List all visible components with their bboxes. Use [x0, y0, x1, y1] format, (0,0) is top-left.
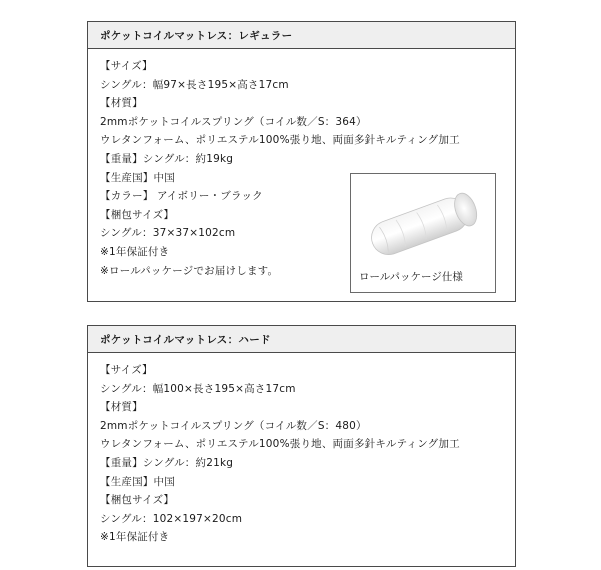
spec-line: ウレタンフォーム、ポリエステル100%張り地、両面多針キルティング加工 — [100, 438, 460, 451]
rolled-mattress-image — [351, 174, 495, 266]
roll-package-figure — [350, 173, 496, 293]
roll-package-caption: ロールパッケージ仕様 — [359, 271, 463, 283]
spec-line: 【梱包サイズ】 — [100, 208, 175, 221]
spec-line: 【サイズ】 — [100, 60, 153, 72]
spec-line: 【重量】シングル：約21kg — [100, 456, 234, 469]
spec-line: 【梱包サイズ】 — [100, 494, 175, 507]
spec-line: 【材質】 — [100, 97, 143, 110]
spec-line: ※1年保証付き — [100, 245, 170, 258]
spec-line: 【カラー】 アイボリー・ブラック — [100, 190, 263, 203]
spec-line: 2mmポケットコイルスプリング（コイル数／S：480） — [100, 419, 367, 432]
spec-line: シングル：37×37×102cm — [100, 227, 236, 240]
hard-panel-title: ポケットコイルマットレス：ハード — [88, 326, 515, 353]
regular-spec-panel — [87, 21, 516, 302]
spec-line: 【材質】 — [100, 401, 143, 414]
spec-line: シングル：幅100×長さ195×高さ17cm — [100, 382, 296, 395]
hard-spec-panel — [87, 325, 516, 567]
spec-line: ウレタンフォーム、ポリエステル100%張り地、両面多針キルティング加工 — [100, 134, 460, 147]
spec-line: ※ロールパッケージでお届けします。 — [100, 264, 279, 277]
spec-line: 【重量】シングル：約19kg — [100, 152, 234, 165]
spec-line: シングル：102×197×20cm — [100, 512, 243, 525]
spec-line: 2mmポケットコイルスプリング（コイル数／S：364） — [100, 115, 367, 128]
spec-line: ※1年保証付き — [100, 531, 170, 544]
spec-line: 【生産国】中国 — [100, 171, 175, 184]
hard-spec-body — [88, 353, 515, 547]
spec-line: 【生産国】中国 — [100, 475, 175, 488]
spec-line: 【サイズ】 — [100, 364, 153, 376]
spec-line: シングル：幅97×長さ195×高さ17cm — [100, 78, 289, 91]
regular-spec-body — [88, 49, 515, 283]
regular-panel-title: ポケットコイルマットレス：レギュラー — [88, 22, 515, 49]
